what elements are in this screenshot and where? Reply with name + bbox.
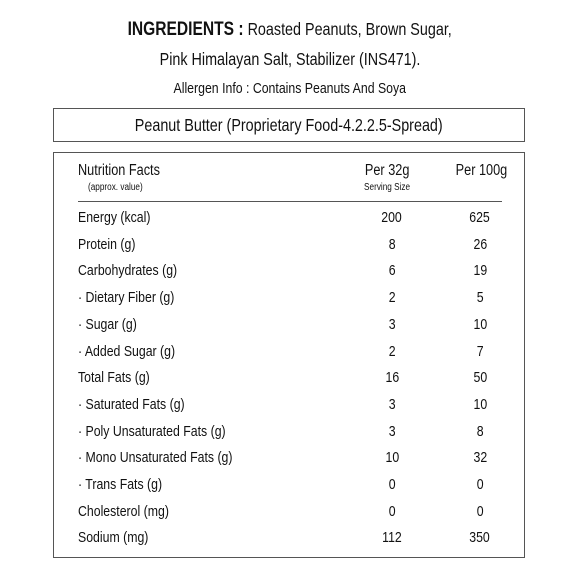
nutrient-label xyxy=(78,262,199,279)
nutrition-row xyxy=(54,365,524,391)
nutrient-label xyxy=(78,396,208,413)
nutrition-table-header xyxy=(54,153,524,201)
nutrient-label xyxy=(78,236,148,253)
per-100g-value-text: 350 xyxy=(469,529,491,547)
per-serving-value xyxy=(352,209,432,226)
nutrient-label xyxy=(78,529,164,546)
per-serving-value-text: 2 xyxy=(388,289,396,307)
per-100g-value xyxy=(440,423,520,440)
per-serving-column-header-text: Per 32g xyxy=(364,162,410,179)
nutrient-label-text: · Dietary Fiber (g) xyxy=(78,289,175,307)
ingredients-line-2 xyxy=(0,49,580,70)
per-100g-value xyxy=(440,449,520,466)
per-100g-value-text: 50 xyxy=(473,369,487,387)
nutrient-label-text: · Trans Fats (g) xyxy=(78,476,163,493)
serving-size-note xyxy=(332,182,442,193)
per-100g-value-text: 5 xyxy=(476,289,484,307)
nutrition-row xyxy=(54,205,524,231)
nutrient-label xyxy=(78,209,166,226)
product-name-box xyxy=(53,108,525,142)
per-serving-value-text: 3 xyxy=(388,315,396,333)
per-100g-value xyxy=(440,236,520,253)
per-100g-value-text: 10 xyxy=(473,315,487,333)
ingredients-list-part-2: Pink Himalayan Salt, Stabilizer (INS471). xyxy=(159,49,421,69)
per-100g-value xyxy=(440,209,520,226)
per-serving-value xyxy=(352,289,432,306)
nutrient-label xyxy=(78,316,150,333)
nutrition-row xyxy=(54,392,524,418)
per-serving-value-text: 112 xyxy=(382,529,402,547)
nutrient-label-text: Energy (kcal) xyxy=(78,209,151,226)
nutrient-label-text: · Mono Unsaturated Fats (g) xyxy=(78,449,233,467)
per-serving-value-text: 2 xyxy=(388,342,396,360)
ingredients-line-1-text xyxy=(128,19,452,41)
per-100g-value xyxy=(440,262,520,279)
nutrition-row xyxy=(54,258,524,284)
per-serving-value-text: 8 xyxy=(388,235,396,253)
nutrition-facts-title-text: Nutrition Facts xyxy=(78,162,160,179)
nutrient-label-text: · Poly Unsaturated Fats (g) xyxy=(78,422,226,440)
per-100g-value xyxy=(440,396,520,413)
per-100g-column-header-text: Per 100g xyxy=(455,162,507,179)
approx-value-note xyxy=(88,182,155,193)
nutrition-facts-title xyxy=(78,162,178,180)
per-100g-value xyxy=(440,316,520,333)
nutrient-label xyxy=(78,476,181,493)
nutrient-label xyxy=(78,503,189,520)
nutrient-label-text: Sodium (mg) xyxy=(78,529,149,547)
per-100g-column-header xyxy=(426,162,536,180)
per-serving-value xyxy=(352,449,432,466)
per-serving-value xyxy=(352,423,432,440)
per-serving-value xyxy=(352,529,432,546)
per-100g-value-text: 19 xyxy=(473,262,487,280)
nutrient-label-text: · Added Sugar (g) xyxy=(78,342,176,360)
nutrient-label xyxy=(78,369,166,386)
nutrient-label-text: · Saturated Fats (g) xyxy=(78,395,185,413)
allergen-info xyxy=(0,80,580,97)
per-100g-value-text: 625 xyxy=(469,209,491,226)
per-100g-value xyxy=(440,476,520,493)
nutrition-row xyxy=(54,285,524,311)
nutrient-label-text: Carbohydrates (g) xyxy=(78,262,178,280)
nutrient-label xyxy=(78,423,258,440)
per-serving-value xyxy=(352,369,432,386)
per-100g-value-text: 10 xyxy=(473,395,487,413)
per-serving-value-text: 3 xyxy=(388,422,396,440)
ingredients-label: INGREDIENTS : xyxy=(127,19,244,40)
per-serving-value xyxy=(352,316,432,333)
per-serving-value-text: 6 xyxy=(388,262,396,280)
per-100g-value-text: 0 xyxy=(476,476,484,493)
nutrient-label-text: Cholesterol (mg) xyxy=(78,502,169,520)
ingredients-line-1 xyxy=(0,19,580,41)
product-name: Peanut Butter (Proprietary Food-4.2.2.5-Spread) xyxy=(135,115,443,135)
per-100g-value xyxy=(440,503,520,520)
per-serving-value-text: 3 xyxy=(388,395,396,413)
nutrient-label xyxy=(78,343,196,360)
per-100g-value-text: 32 xyxy=(473,449,487,467)
per-100g-value xyxy=(440,369,520,386)
nutrition-facts-table xyxy=(53,152,525,558)
per-serving-value-text: 200 xyxy=(381,209,403,226)
per-serving-value xyxy=(352,262,432,279)
serving-size-note-text: Serving Size xyxy=(363,182,411,193)
nutrition-row xyxy=(54,419,524,445)
per-serving-value-text: 0 xyxy=(388,502,396,520)
ingredients-list-part-1: Roasted Peanuts, Brown Sugar, xyxy=(247,19,453,39)
nutrition-row xyxy=(54,339,524,365)
nutrient-label-text: · Sugar (g) xyxy=(78,315,137,333)
per-100g-value-text: 26 xyxy=(473,235,487,253)
per-serving-value xyxy=(352,396,432,413)
per-100g-value-text: 0 xyxy=(476,502,484,520)
nutrition-row xyxy=(54,472,524,498)
nutrient-label xyxy=(78,449,266,466)
allergen-info-text: Allergen Info : Contains Peanuts And Soya xyxy=(173,80,407,97)
per-100g-value xyxy=(440,529,520,546)
nutrition-row xyxy=(54,232,524,258)
per-100g-value-text: 7 xyxy=(476,342,484,360)
per-serving-value xyxy=(352,503,432,520)
per-100g-value xyxy=(440,343,520,360)
per-serving-value xyxy=(352,343,432,360)
nutrition-row xyxy=(54,312,524,338)
per-serving-value-text: 0 xyxy=(388,476,396,493)
per-serving-value xyxy=(352,236,432,253)
per-serving-value-text: 16 xyxy=(385,369,399,387)
per-serving-value xyxy=(352,476,432,493)
header-divider xyxy=(78,201,502,202)
nutrition-row xyxy=(54,525,524,551)
per-100g-value xyxy=(440,289,520,306)
nutrient-label xyxy=(78,289,196,306)
approx-value-note-text: (approx. value) xyxy=(88,182,143,193)
per-serving-value-text: 10 xyxy=(385,449,399,467)
nutrient-label-text: Total Fats (g) xyxy=(78,369,150,387)
per-100g-value-text: 8 xyxy=(476,422,484,440)
nutrient-label-text: Protein (g) xyxy=(78,235,136,253)
nutrition-row xyxy=(54,445,524,471)
nutrition-row xyxy=(54,499,524,525)
